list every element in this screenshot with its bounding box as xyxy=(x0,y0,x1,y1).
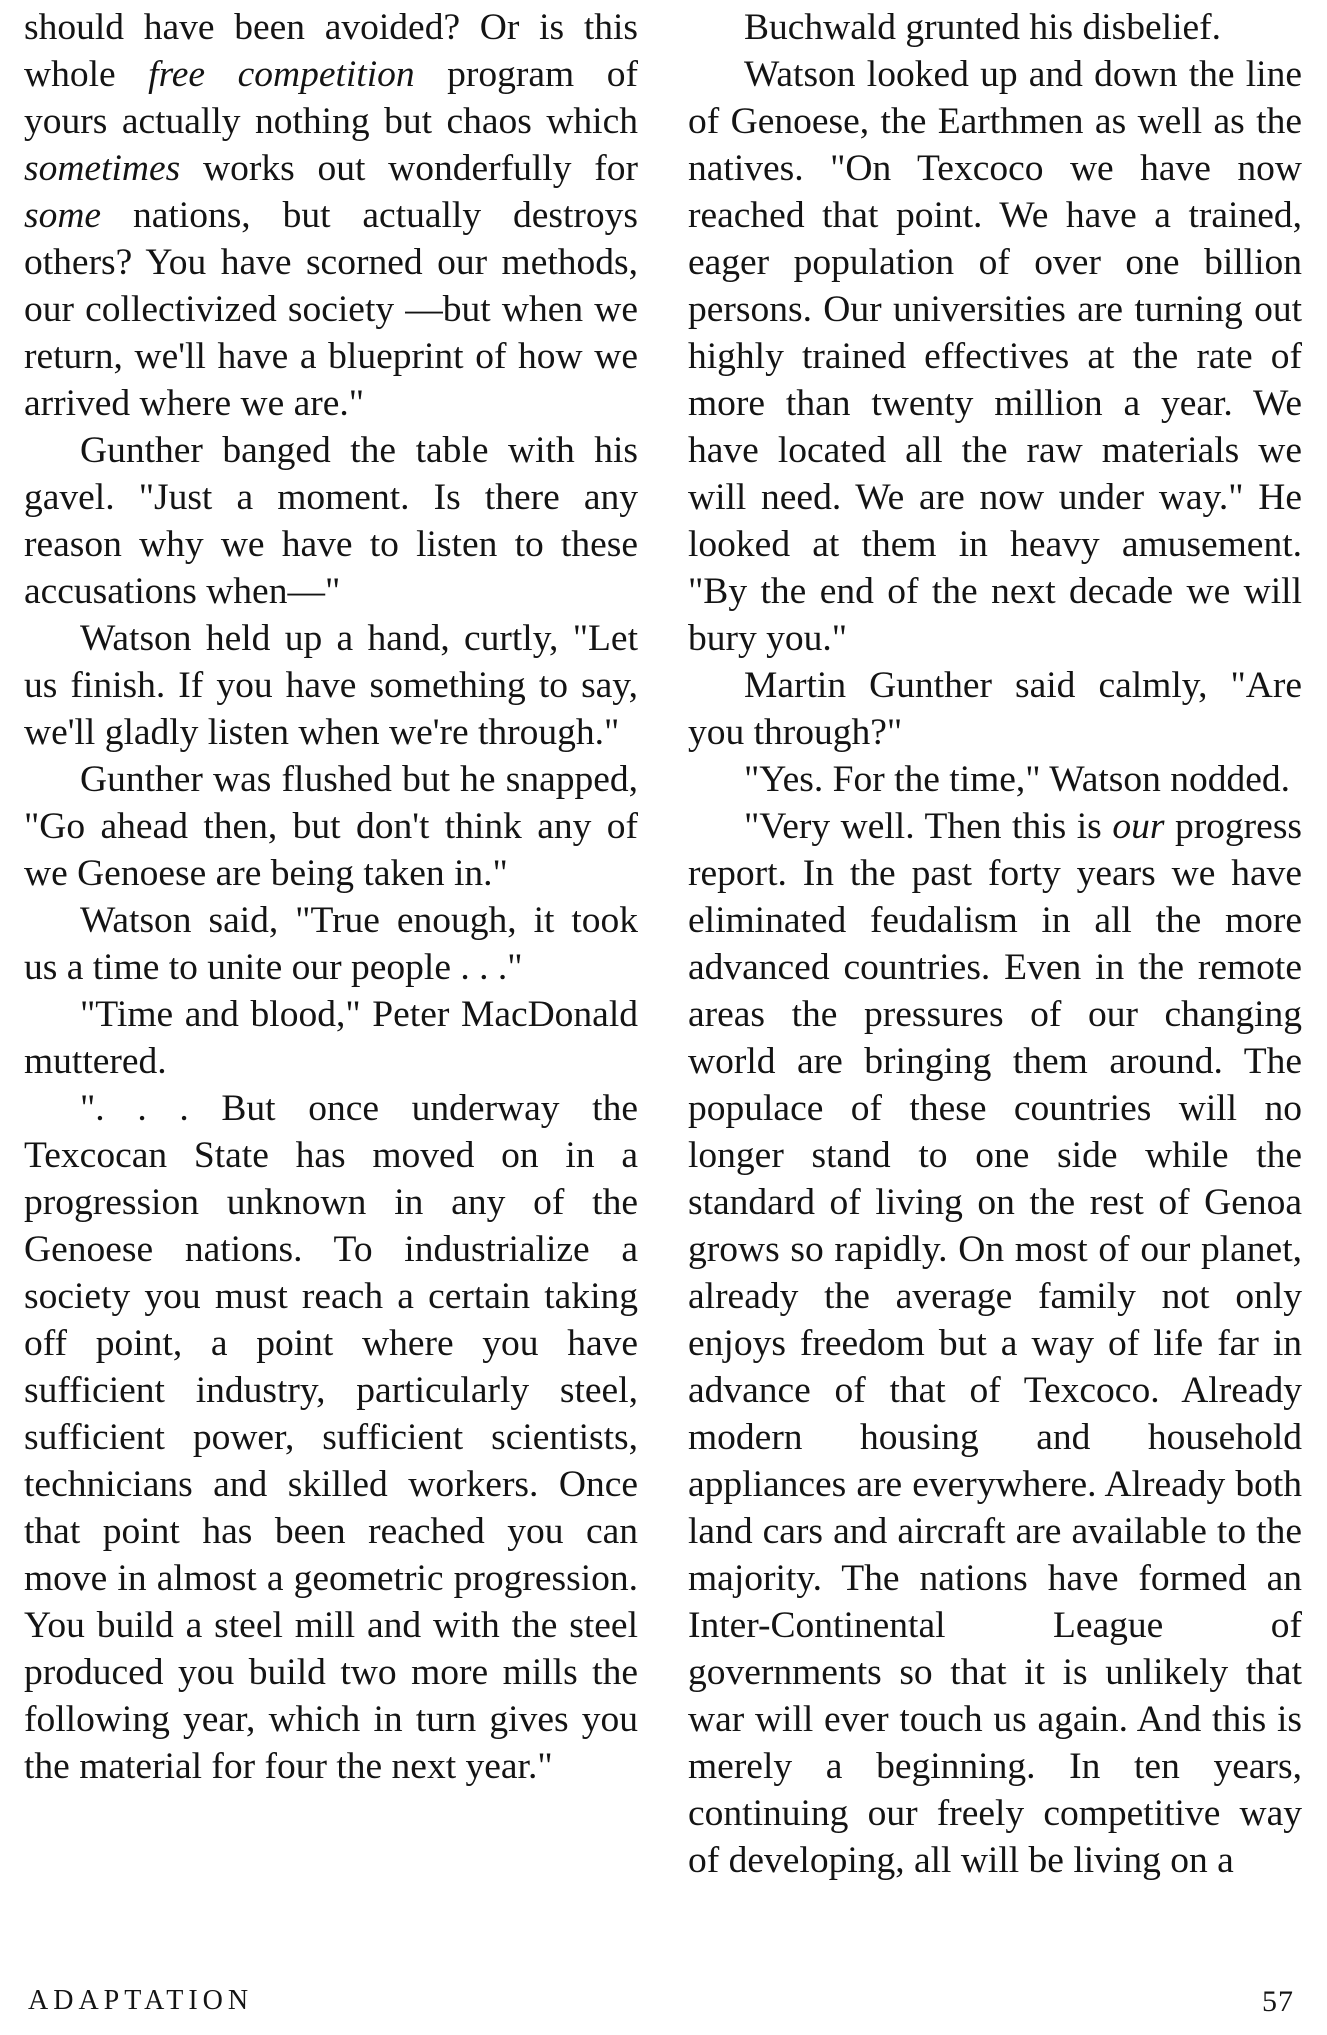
italic-phrase: free competition xyxy=(148,54,415,95)
paragraph-3: Watson held up a hand, curtly, "Let us finish. If you have something to say, we'll gladly listen when we're through." xyxy=(24,618,638,753)
running-title: ADAPTATION xyxy=(28,1985,254,2016)
paragraph-9: Watson looked up and down the line of Genoese, the Earthmen as well as the natives. "On Texcoco we have now reached that point. We have a trained, eager population of over one billion persons. Our universities are turning out highly trained effectives at the rate of more than twenty million a year. We have located all the raw materials we will need. We are now under way." He looked at them in heavy amusement. "By the end of the next decade we will bury you." xyxy=(688,54,1302,659)
paragraph-7: ". . . But once underway the Texcocan State has moved on in a progression unknown in any of the Genoese nations. To industrialize a society you must reach a certain taking off point, a point where you have sufficient industry, particularly steel, sufficient power, sufficient scientists, technicians and skilled workers. Once that point has been reached you can move in almost a geometric progression. You build a steel mill and with the steel produced you build two more mills the following year, which in turn gives you the material for four the next year." xyxy=(24,1088,638,1787)
paragraph-text: nations, but actually destroys others? You have scorned our methods, our collectivized society —but when we return, we'll have a blueprint of how we arrived where we are." xyxy=(24,195,638,424)
paragraph-12 xyxy=(688,803,1302,1884)
italic-phrase: some xyxy=(24,195,102,236)
paragraph-2: Gunther banged the table with his gavel. "Just a moment. Is there any reason why we have to listen to these accusations when—" xyxy=(24,430,638,612)
paragraph-text: "Very well. Then this is xyxy=(744,806,1113,847)
italic-phrase: sometimes xyxy=(24,148,181,189)
paragraph-text: should have been avoided? Or is this whole xyxy=(24,7,638,95)
paragraph-text: works out wonderfully for xyxy=(180,148,638,189)
italic-phrase: our xyxy=(1112,806,1165,847)
page-footer xyxy=(28,1985,1294,2025)
paragraph-text: progress report. In the past forty years we have eliminated feudalism in all the more advanced countries. Even in the remote areas the pressures of our changing world are bringing them around. The populace of these countries will no longer stand to one side while the standard of living on the rest of Genoa grows so rapidly. On most of our planet, already the average family not only enjoys freedom but a way of life far in advance of that of Texcoco. Already modern housing and household appliances are everywhere. Already both land cars and aircraft are available to the majority. The nations have formed an Inter-Continental League of governments so that it is unlikely that war will ever touch us again. And this is merely a beginning. In ten years, continuing our freely competitive way of developing, all will be living on a xyxy=(688,806,1302,1881)
paragraph-6: "Time and blood," Peter MacDonald muttered. xyxy=(24,994,638,1082)
paragraph-text: program of yours actually nothing but chaos which xyxy=(24,54,638,142)
paragraph-8: Buchwald grunted his disbelief. xyxy=(744,7,1221,48)
paragraph-5: Watson said, "True enough, it took us a time to unite our people . . ." xyxy=(24,900,638,988)
right-column xyxy=(688,4,1302,1884)
page-number: 57 xyxy=(1262,1985,1294,2018)
paragraph-1 xyxy=(24,4,638,427)
paragraph-4: Gunther was flushed but he snapped, "Go ahead then, but don't think any of we Genoese are being taken in." xyxy=(24,759,638,894)
paragraph-10: Martin Gunther said calmly, "Are you through?" xyxy=(688,665,1302,753)
paragraph-11: "Yes. For the time," Watson nodded. xyxy=(744,759,1291,800)
left-column xyxy=(24,4,638,1790)
